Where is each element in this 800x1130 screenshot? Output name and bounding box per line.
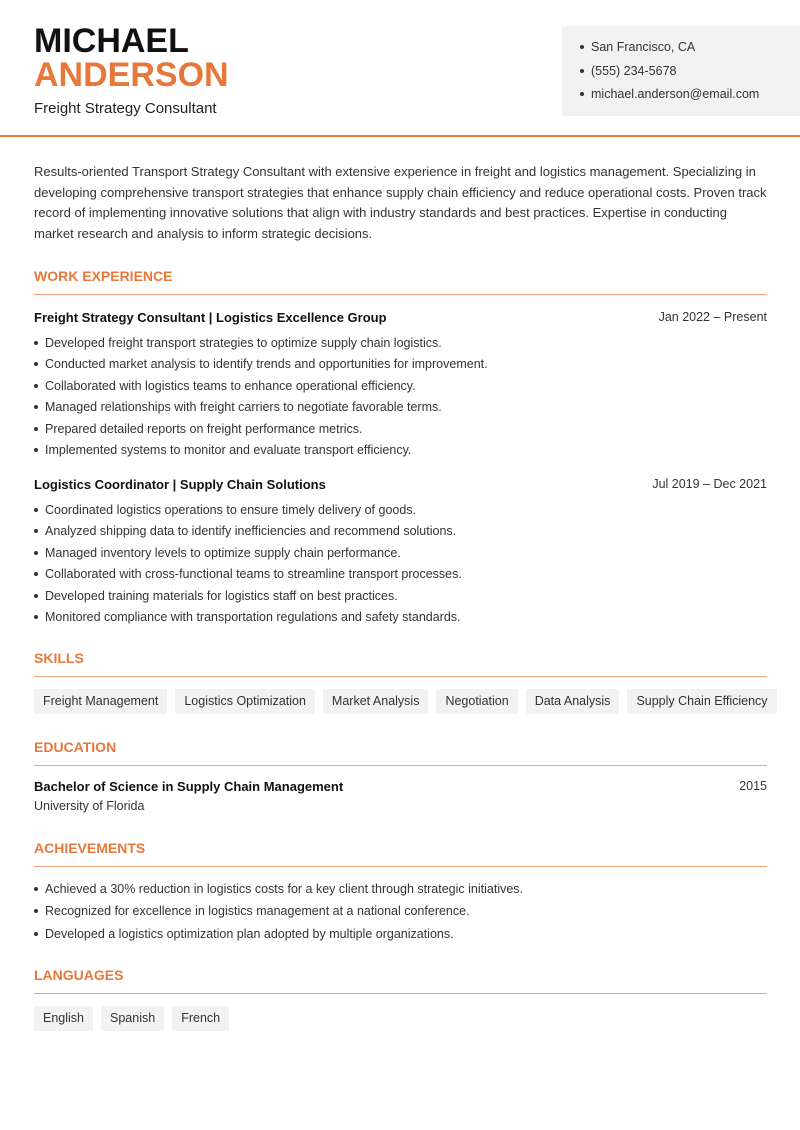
section-title-skills: SKILLS xyxy=(34,650,767,677)
contact-email: michael.anderson@email.com xyxy=(580,85,800,109)
list-item: Monitored compliance with transportation regulations and safety standards. xyxy=(34,608,767,629)
list-item: Prepared detailed reports on freight performance metrics. xyxy=(34,420,767,441)
list-item: Developed freight transport strategies to optimize supply chain logistics. xyxy=(34,334,767,355)
list-item: Recognized for excellence in logistics management at a national conference. xyxy=(34,902,767,924)
language-tag: English xyxy=(34,1006,93,1031)
language-tag: Spanish xyxy=(101,1006,164,1031)
job-dates: Jan 2022 – Present xyxy=(658,310,767,324)
contact-box xyxy=(562,26,800,116)
job-dates: Jul 2019 – Dec 2021 xyxy=(652,477,767,491)
list-item: Managed relationships with freight carriers to negotiate favorable terms. xyxy=(34,398,767,419)
contact-phone: (555) 234-5678 xyxy=(580,62,800,86)
list-item: Developed training materials for logistics staff on best practices. xyxy=(34,587,767,608)
list-item: Implemented systems to monitor and evaluate transport efficiency. xyxy=(34,441,767,462)
languages-list xyxy=(34,1006,229,1031)
skill-tag: Market Analysis xyxy=(323,689,429,714)
section-title-experience: WORK EXPERIENCE xyxy=(34,268,767,295)
section-title-education: EDUCATION xyxy=(34,739,767,766)
job-bullets xyxy=(34,334,767,462)
skill-tag: Logistics Optimization xyxy=(175,689,315,714)
education-header xyxy=(34,779,767,794)
section-title-achievements: ACHIEVEMENTS xyxy=(34,840,767,867)
job-role: Freight Strategy Consultant | Logistics Excellence Group xyxy=(34,310,387,325)
bullet-icon xyxy=(580,45,584,49)
skill-tag: Freight Management xyxy=(34,689,167,714)
contact-location: San Francisco, CA xyxy=(580,38,800,62)
job-title: Freight Strategy Consultant xyxy=(34,100,217,117)
degree: Bachelor of Science in Supply Chain Management xyxy=(34,779,344,794)
list-item: Collaborated with logistics teams to enhance operational efficiency. xyxy=(34,377,767,398)
graduation-year: 2015 xyxy=(739,779,767,793)
list-item: Analyzed shipping data to identify inefficiencies and recommend solutions. xyxy=(34,522,767,543)
last-name: ANDERSON xyxy=(34,56,229,94)
resume-header xyxy=(0,0,800,137)
job-header xyxy=(34,310,767,325)
list-item: Coordinated logistics operations to ensure timely delivery of goods. xyxy=(34,501,767,522)
achievements-list xyxy=(34,880,767,947)
skill-tag: Supply Chain Efficiency xyxy=(627,689,776,714)
list-item: Achieved a 30% reduction in logistics costs for a key client through strategic initiatives. xyxy=(34,880,767,902)
first-name: MICHAEL xyxy=(34,22,189,60)
school: University of Florida xyxy=(34,799,145,813)
language-tag: French xyxy=(172,1006,229,1031)
job-bullets xyxy=(34,501,767,629)
bullet-icon xyxy=(580,92,584,96)
skills-list xyxy=(34,689,777,714)
skill-tag: Data Analysis xyxy=(526,689,620,714)
list-item: Collaborated with cross-functional teams to streamline transport processes. xyxy=(34,565,767,586)
job-role: Logistics Coordinator | Supply Chain Solutions xyxy=(34,477,326,492)
bullet-icon xyxy=(580,69,584,73)
list-item: Developed a logistics optimization plan adopted by multiple organizations. xyxy=(34,925,767,947)
list-item: Managed inventory levels to optimize supply chain performance. xyxy=(34,544,767,565)
list-item: Conducted market analysis to identify trends and opportunities for improvement. xyxy=(34,355,767,376)
job-header xyxy=(34,477,767,492)
section-title-languages: LANGUAGES xyxy=(34,967,767,994)
skill-tag: Negotiation xyxy=(436,689,517,714)
summary-text: Results-oriented Transport Strategy Consultant with extensive experience in freight and logistics management. Specializing in developing comprehensive transport strategies that enhance supply chain efficiency and reduce operational costs. Proven track record of implementing innovative solutions that align with industry standards and best practices. Expertise in conducting market research and analysis to inform strategic decisions. xyxy=(34,164,767,241)
